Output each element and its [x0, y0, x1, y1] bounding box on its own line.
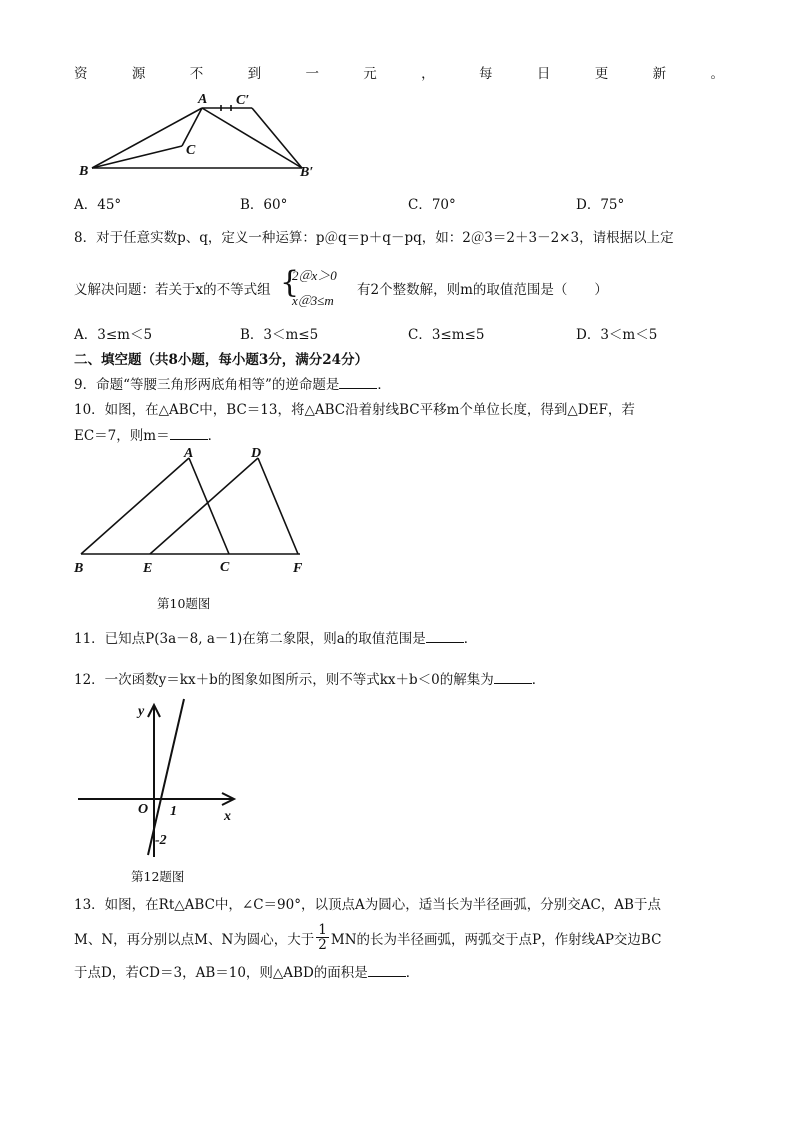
- header-char: 更: [594, 66, 609, 82]
- fraction: [316, 923, 329, 952]
- header-char: 每: [479, 66, 493, 82]
- label-B-prime: B′: [300, 165, 314, 180]
- q12-question: 12．一次函数y＝kx＋b的图象如图所示，则不等式kx＋b＜0的解集为: [74, 672, 494, 688]
- fraction-numerator: 1: [318, 922, 327, 938]
- label-C: C: [220, 560, 230, 575]
- q12-answer-blank[interactable]: [494, 671, 532, 684]
- label-E: E: [143, 561, 153, 576]
- q10-line2: [74, 424, 221, 444]
- q13-line2: [74, 922, 662, 955]
- q10-caption: 第10题图: [157, 596, 211, 611]
- q8-line2-before: 义解决问题：若关于x的不等式组: [74, 282, 271, 298]
- header-char: 一: [305, 66, 319, 82]
- q8-option-d[interactable]: D．3＜m＜5: [576, 327, 658, 343]
- q10-figure: [70, 448, 320, 576]
- label-C: C: [186, 143, 196, 158]
- label-A: A: [198, 92, 208, 107]
- q12-end: ．: [531, 672, 546, 688]
- q11-answer-blank[interactable]: [426, 630, 464, 643]
- header-char: 新: [652, 66, 667, 82]
- q10-line2-text: EC＝7，则m＝: [74, 428, 170, 444]
- header-char: 元: [363, 66, 377, 82]
- label-C-prime: C′: [236, 93, 250, 108]
- q11-end: ．: [463, 631, 478, 647]
- q11-text: [74, 627, 477, 647]
- q7-figure: [70, 88, 330, 184]
- fraction-denominator: 2: [318, 937, 327, 953]
- q7-option-c[interactable]: C．70°: [408, 197, 456, 213]
- q13-line3-text: 于点D，若CD＝3，AB＝10，则△ABD的面积是: [74, 965, 368, 981]
- x-axis-label: x: [224, 809, 231, 824]
- q8-option-b[interactable]: B．3＜m≤5: [240, 327, 319, 343]
- header-char: 资: [74, 66, 88, 82]
- q8-option-a[interactable]: A．3≤m＜5: [74, 327, 153, 343]
- q8-line1: 8．对于任意实数p、q，定义一种运算：p＠q＝p＋q－pq，如：2＠3＝2＋3－2×3，请根据以上定: [74, 230, 674, 246]
- section-heading: 二、填空题（共8小题，每小题3分，满分24分）: [74, 352, 369, 368]
- q13-answer-blank[interactable]: [368, 964, 406, 977]
- header-line: [74, 62, 724, 82]
- header-char: 日: [536, 66, 551, 82]
- label-F: F: [293, 561, 303, 576]
- q7-option-a[interactable]: A．45°: [74, 197, 122, 213]
- q8-line2-after: 有2个整数解，则m的取值范围是（ ）: [357, 282, 608, 298]
- header-char: 到: [247, 66, 262, 82]
- q12-caption: 第12题图: [131, 869, 185, 884]
- q10-end: ．: [207, 428, 222, 444]
- header-char: 。: [710, 66, 724, 82]
- q12-text: [74, 668, 545, 688]
- label-A: A: [184, 446, 194, 461]
- q7-option-d[interactable]: D．75°: [576, 197, 625, 213]
- q9-text: [74, 373, 391, 393]
- q8-system-row2: x＠3≤m: [292, 293, 334, 308]
- label-D: D: [251, 446, 262, 461]
- q8-option-c[interactable]: C．3≤m≤5: [408, 327, 485, 343]
- q8-system-row1: 2＠x＞0: [292, 268, 337, 283]
- q13-line3: [74, 961, 419, 981]
- tick-label-one: 1: [170, 804, 177, 819]
- system-brace-icon: {: [280, 265, 300, 300]
- q11-question: 11．已知点P(3a－8, a－1)在第二象限，则a的取值范围是: [74, 631, 426, 647]
- origin-label: O: [138, 802, 149, 817]
- header-char: 不: [189, 66, 204, 82]
- q13-line2-after: MN的长为半径画弧，两弧交于点P，作射线AP交边BC: [330, 932, 662, 948]
- header-char: 源: [131, 66, 146, 82]
- q9-question: 9．命题“等腰三角形两底角相等”的逆命题是: [74, 377, 340, 393]
- label-B: B: [74, 561, 84, 576]
- q9-answer-blank[interactable]: [339, 376, 377, 389]
- y-axis-label: y: [138, 704, 145, 719]
- q12-figure: [74, 697, 254, 862]
- q13-line1: 13．如图，在Rt△ABC中，∠C＝90°，以顶点A为圆心，适当长为半径画弧，分别交AC，AB于点: [74, 897, 661, 913]
- q9-end: ．: [377, 377, 391, 393]
- q7-option-b[interactable]: B．60°: [240, 197, 288, 213]
- label-B: B: [79, 164, 89, 179]
- tick-label-neg-two: -2: [155, 833, 167, 848]
- q10-line1: 10．如图，在△ABC中，BC＝13，将△ABC沿着射线BC平移m个单位长度，得到△DEF，若: [74, 402, 635, 418]
- q13-end: ．: [405, 965, 420, 981]
- q13-line2-before: M、N，再分别以点M、N为圆心，大于: [74, 932, 315, 948]
- q10-answer-blank[interactable]: [170, 427, 208, 440]
- header-char: ，: [421, 66, 435, 82]
